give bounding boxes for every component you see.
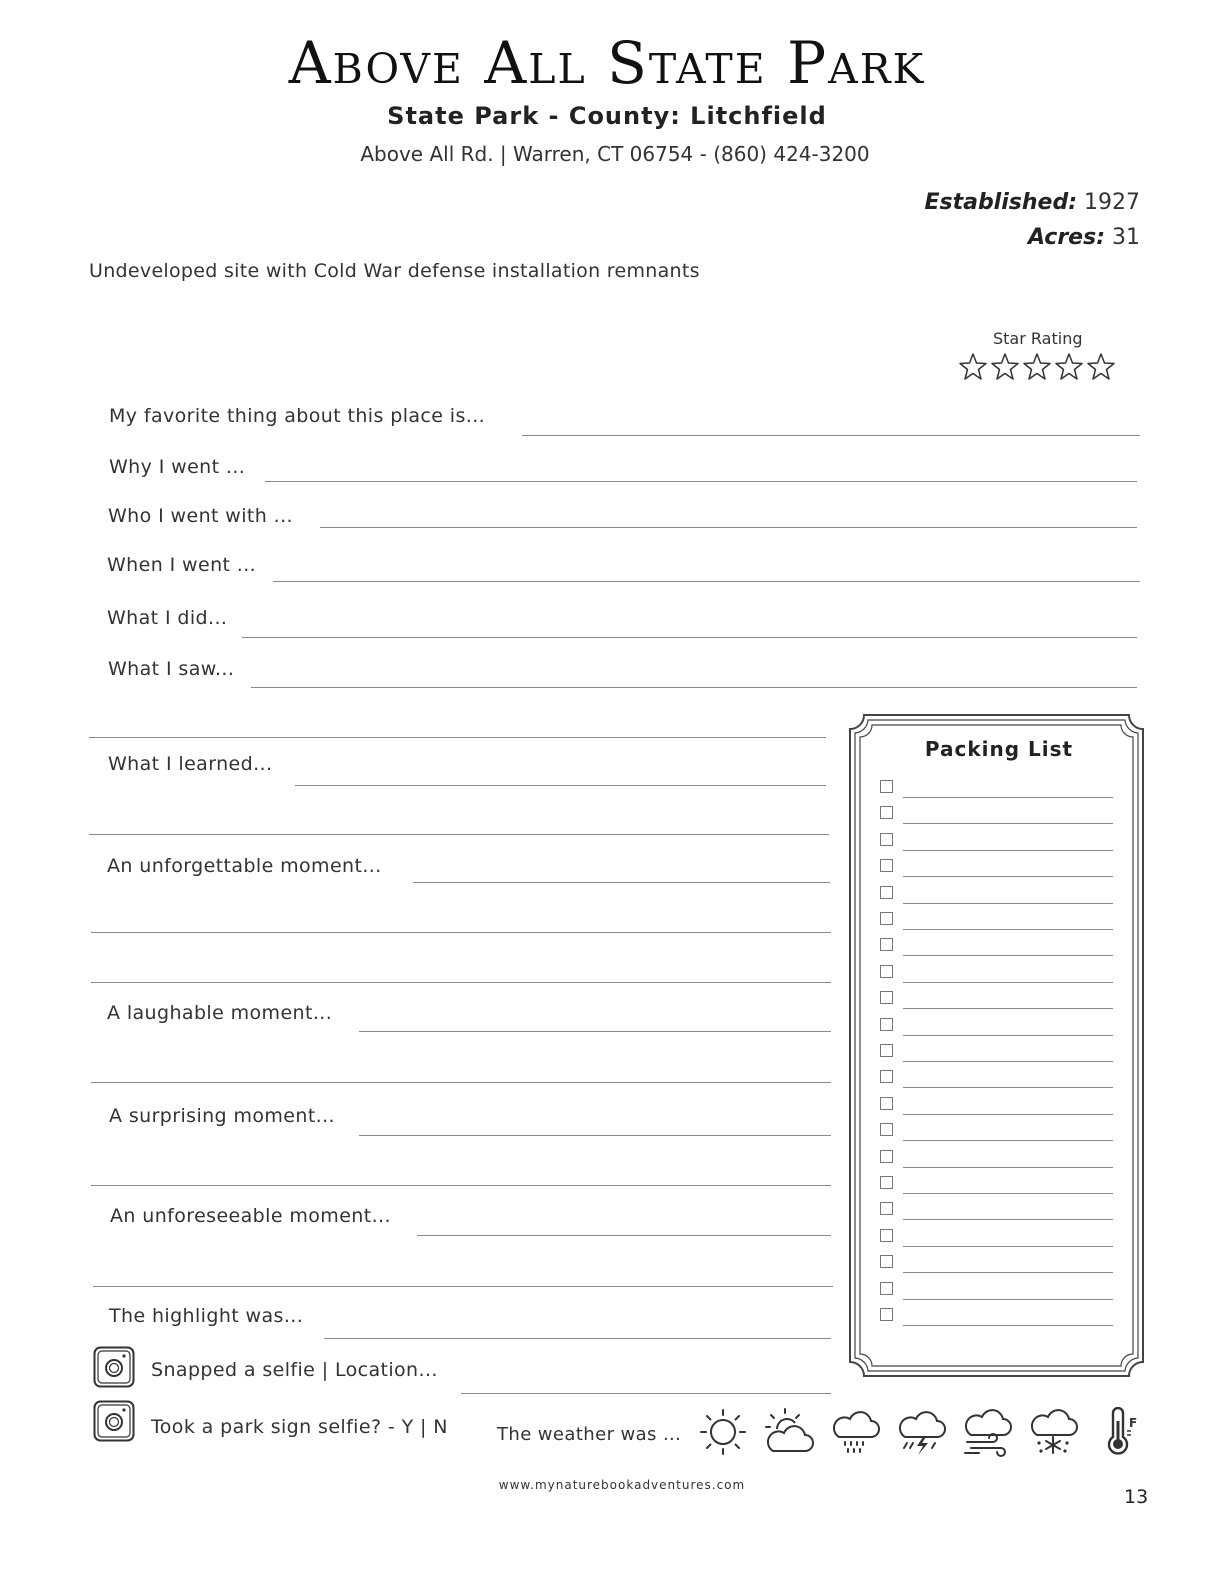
- why-answer-line[interactable]: [265, 481, 1137, 482]
- packing-item-line[interactable]: [903, 1008, 1113, 1009]
- packing-item-line[interactable]: [903, 1087, 1113, 1088]
- park-address: Above All Rd. | Warren, CT 06754 - (860) 424-3200: [360, 142, 870, 166]
- packing-item-checkbox[interactable]: [880, 1070, 893, 1083]
- packing-item-checkbox[interactable]: [880, 886, 893, 899]
- park-description: Undeveloped site with Cold War defense installation remnants: [89, 260, 700, 282]
- highlight-answer-line[interactable]: [324, 1338, 831, 1339]
- weather-label: The weather was ...: [497, 1424, 682, 1445]
- packing-item-line[interactable]: [903, 903, 1113, 904]
- prompt-favorite: My favorite thing about this place is...: [109, 405, 486, 427]
- prompt-laughable: A laughable moment...: [107, 1002, 333, 1024]
- star-icon[interactable]: [1022, 352, 1052, 382]
- learned-answer-line-2[interactable]: [89, 834, 829, 835]
- packing-item-checkbox[interactable]: [880, 1202, 893, 1215]
- footer-url[interactable]: www.mynaturebookadventures.com: [498, 1478, 746, 1492]
- packing-item-line[interactable]: [903, 850, 1113, 851]
- packing-item-line[interactable]: [903, 1246, 1113, 1247]
- svg-text:F: F: [1129, 1416, 1138, 1430]
- unforgettable-answer-line-3[interactable]: [91, 982, 831, 983]
- prompt-unforeseeable: An unforeseeable moment...: [110, 1205, 391, 1227]
- packing-item-line[interactable]: [903, 1299, 1113, 1300]
- unforgettable-answer-line-2[interactable]: [91, 932, 831, 933]
- saw-answer-line[interactable]: [251, 687, 1137, 688]
- star-icon[interactable]: [1054, 352, 1084, 382]
- packing-list-title: Packing List: [924, 737, 1074, 761]
- park-title: Above All State Park: [288, 29, 926, 97]
- windy-icon[interactable]: [961, 1407, 1013, 1457]
- unforgettable-answer-line[interactable]: [413, 882, 830, 883]
- packing-item-line[interactable]: [903, 955, 1113, 956]
- packing-item-line[interactable]: [903, 797, 1113, 798]
- packing-item-line[interactable]: [903, 1219, 1113, 1220]
- packing-item-checkbox[interactable]: [880, 1018, 893, 1031]
- star-icon[interactable]: [958, 352, 988, 382]
- packing-item-checkbox[interactable]: [880, 965, 893, 978]
- saw-answer-line-2[interactable]: [89, 737, 826, 738]
- packing-item-checkbox[interactable]: [880, 991, 893, 1004]
- packing-item-line[interactable]: [903, 1325, 1113, 1326]
- established-label: Established:: [924, 190, 1077, 215]
- prompt-when: When I went ...: [107, 554, 257, 576]
- prompt-did: What I did...: [107, 607, 228, 629]
- prompt-saw: What I saw...: [108, 658, 235, 680]
- established-value: 1927: [1084, 190, 1140, 215]
- packing-item-checkbox[interactable]: [880, 1308, 893, 1321]
- packing-item-checkbox[interactable]: [880, 1255, 893, 1268]
- packing-item-checkbox[interactable]: [880, 1123, 893, 1136]
- packing-item-line[interactable]: [903, 982, 1113, 983]
- packing-item-line[interactable]: [903, 1193, 1113, 1194]
- who-answer-line[interactable]: [320, 527, 1137, 528]
- packing-item-line[interactable]: [903, 1140, 1113, 1141]
- park-subtitle: State Park - County: Litchfield: [387, 102, 827, 130]
- laughable-answer-line-2[interactable]: [91, 1082, 831, 1083]
- rain-icon[interactable]: [829, 1407, 881, 1457]
- camera-icon[interactable]: [93, 1346, 135, 1388]
- packing-item-checkbox[interactable]: [880, 912, 893, 925]
- star-icon[interactable]: [1086, 352, 1116, 382]
- park-sign-selfie-label: Took a park sign selfie? - Y | N: [151, 1416, 448, 1438]
- packing-item-checkbox[interactable]: [880, 938, 893, 951]
- packing-item-checkbox[interactable]: [880, 833, 893, 846]
- packing-item-checkbox[interactable]: [880, 1282, 893, 1295]
- snow-icon[interactable]: [1027, 1407, 1079, 1457]
- page-number: 13: [1124, 1486, 1149, 1508]
- star-rating-label: Star Rating: [993, 329, 1083, 348]
- prompt-surprising: A surprising moment...: [109, 1105, 336, 1127]
- packing-item-line[interactable]: [903, 823, 1113, 824]
- packing-item-checkbox[interactable]: [880, 1229, 893, 1242]
- sun-icon[interactable]: [697, 1407, 749, 1457]
- packing-item-line[interactable]: [903, 1061, 1113, 1062]
- packing-item-checkbox[interactable]: [880, 1176, 893, 1189]
- packing-item-checkbox[interactable]: [880, 780, 893, 793]
- packing-item-line[interactable]: [903, 1114, 1113, 1115]
- camera-icon-2[interactable]: [93, 1400, 135, 1442]
- packing-item-checkbox[interactable]: [880, 806, 893, 819]
- learned-answer-line[interactable]: [295, 785, 826, 786]
- packing-item-checkbox[interactable]: [880, 859, 893, 872]
- acres-value: 31: [1112, 225, 1140, 250]
- partly-cloudy-icon[interactable]: [763, 1407, 815, 1457]
- packing-item-checkbox[interactable]: [880, 1097, 893, 1110]
- when-answer-line[interactable]: [273, 581, 1140, 582]
- packing-item-checkbox[interactable]: [880, 1044, 893, 1057]
- established-row: [924, 190, 1140, 215]
- thunderstorm-icon[interactable]: [895, 1407, 947, 1457]
- acres-label: Acres:: [1027, 225, 1105, 250]
- prompt-learned: What I learned...: [108, 753, 273, 775]
- prompt-unforgettable: An unforgettable moment...: [107, 855, 382, 877]
- packing-item-checkbox[interactable]: [880, 1150, 893, 1163]
- packing-item-line[interactable]: [903, 1272, 1113, 1273]
- acres-row: [1028, 225, 1140, 250]
- favorite-answer-line[interactable]: [522, 435, 1140, 436]
- unforeseeable-answer-line[interactable]: [417, 1235, 831, 1236]
- surprising-answer-line[interactable]: [359, 1135, 831, 1136]
- packing-item-line[interactable]: [903, 1167, 1113, 1168]
- prompt-who: Who I went with ...: [108, 505, 293, 527]
- star-rating[interactable]: [958, 352, 1116, 382]
- thermometer-icon[interactable]: [1093, 1407, 1145, 1457]
- unforeseeable-answer-line-2[interactable]: [93, 1286, 833, 1287]
- packing-item-line[interactable]: [903, 1035, 1113, 1036]
- selfie-location-line[interactable]: [461, 1393, 831, 1394]
- snapped-selfie-label: Snapped a selfie | Location...: [151, 1359, 438, 1381]
- prompt-highlight: The highlight was...: [109, 1305, 304, 1327]
- did-answer-line[interactable]: [242, 637, 1137, 638]
- packing-item-line[interactable]: [903, 876, 1113, 877]
- laughable-answer-line[interactable]: [359, 1031, 831, 1032]
- packing-item-line[interactable]: [903, 929, 1113, 930]
- prompt-why: Why I went ...: [109, 456, 246, 478]
- star-icon[interactable]: [990, 352, 1020, 382]
- surprising-answer-line-2[interactable]: [91, 1185, 831, 1186]
